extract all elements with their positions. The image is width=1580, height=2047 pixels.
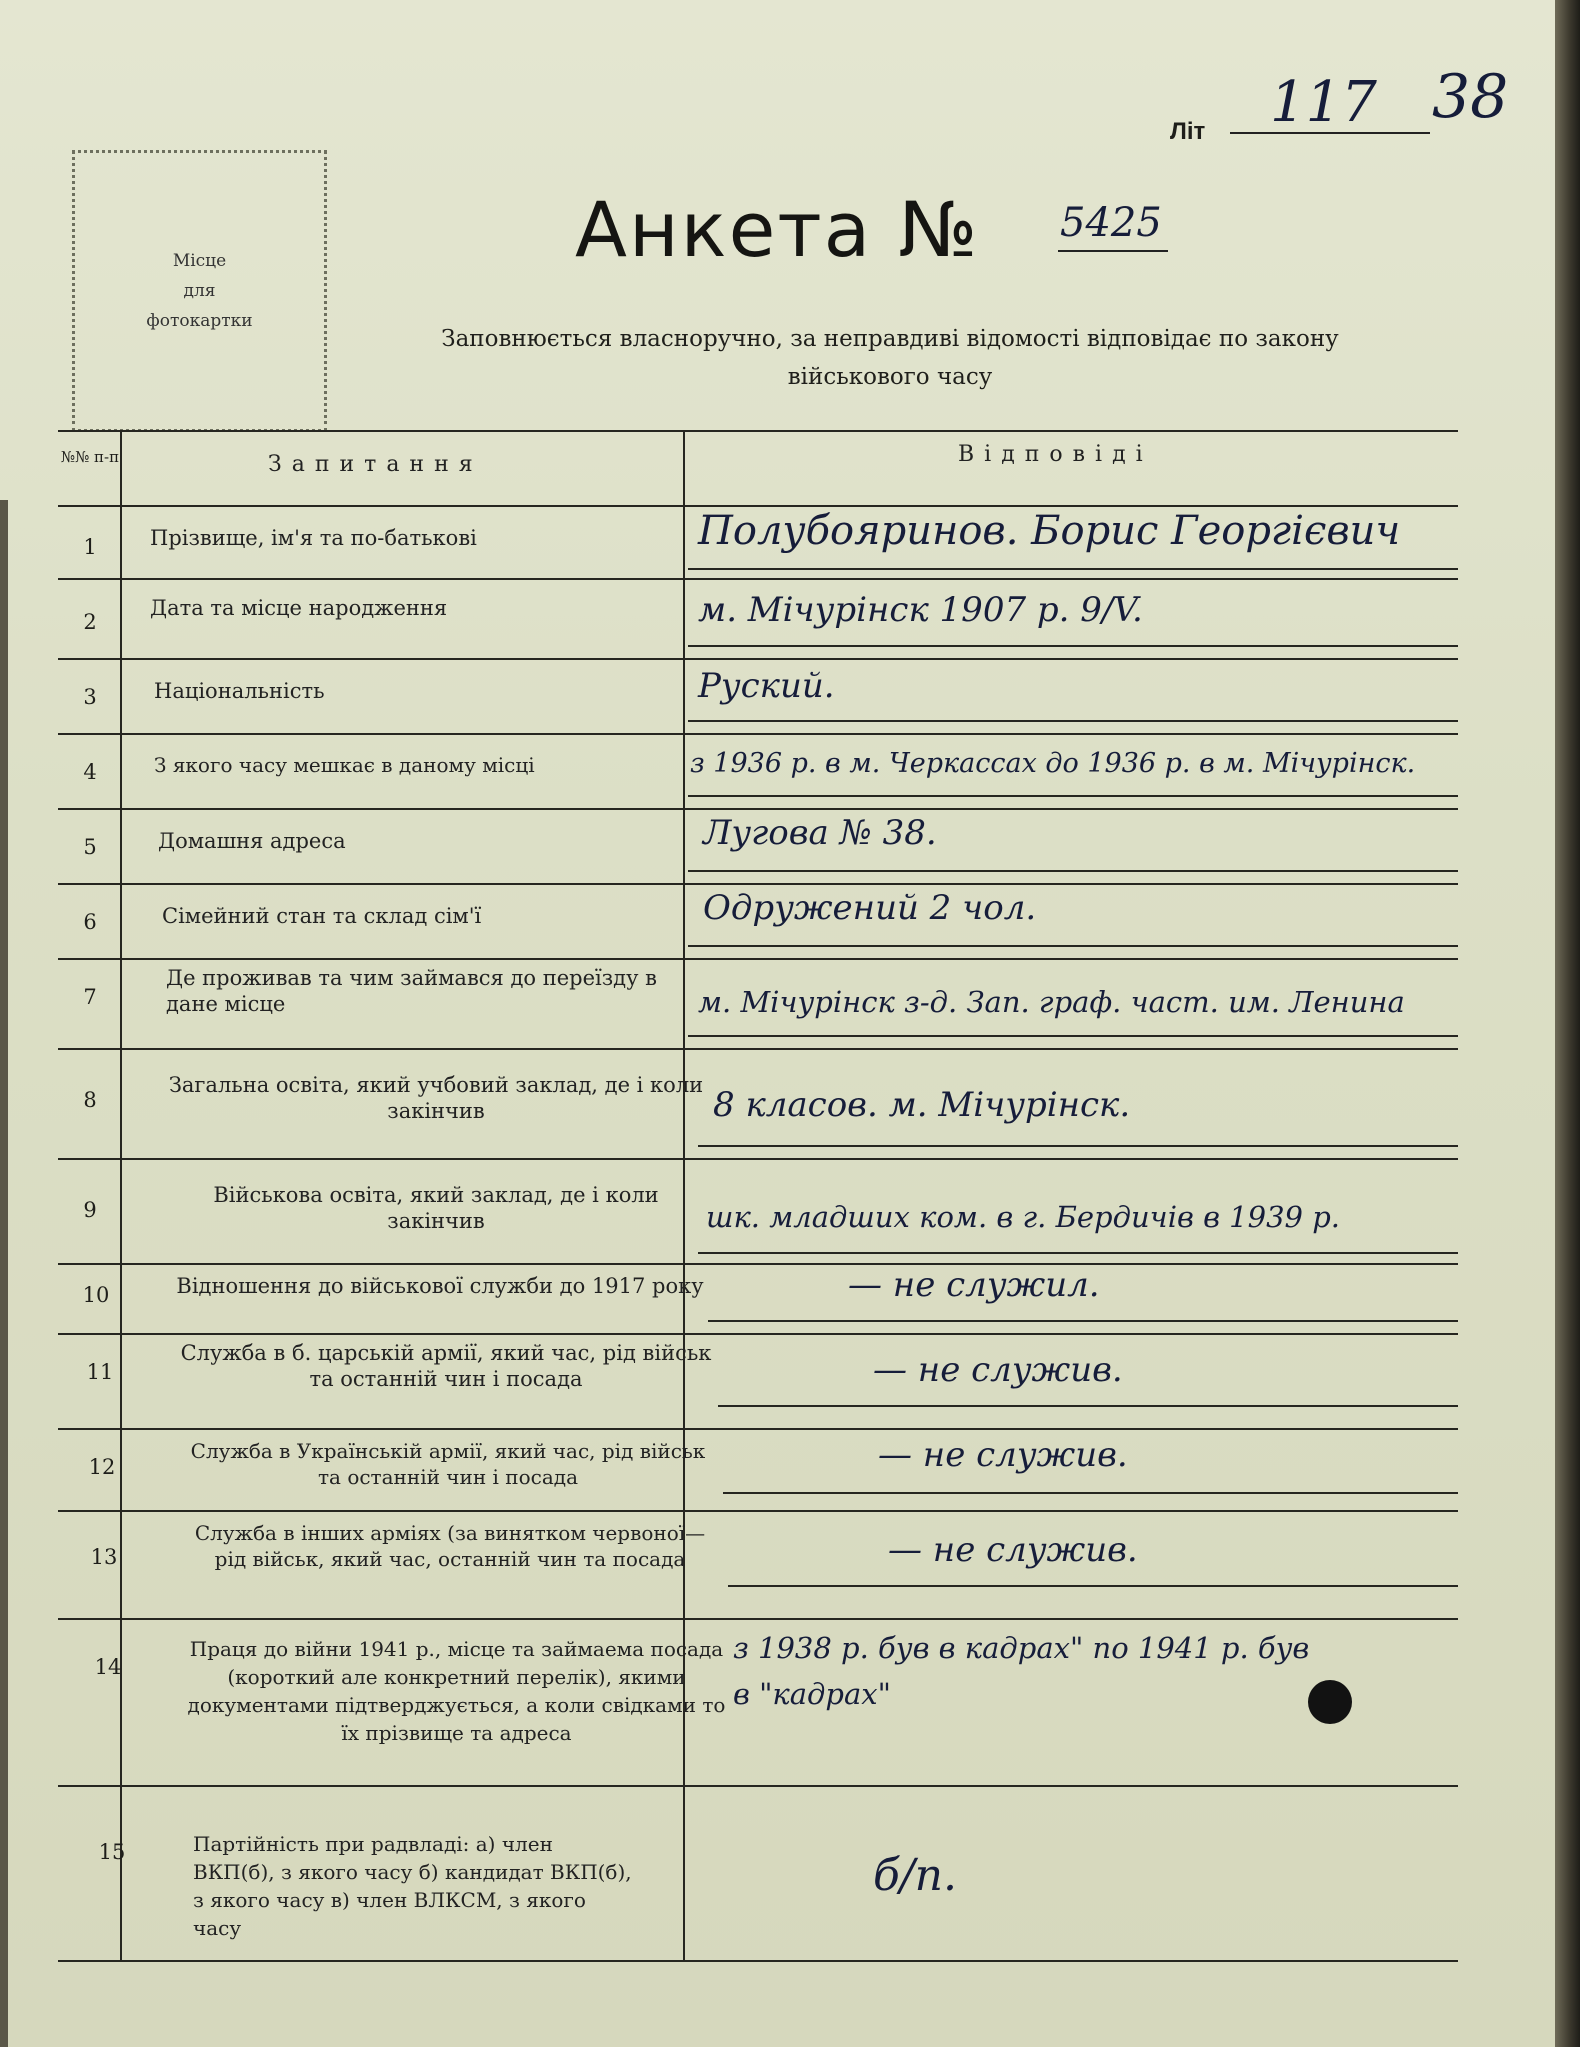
row-question: Домашня адреса <box>158 829 346 853</box>
row-answer: м. Мічурінск з-д. Зап. граф. част. им. Ленина <box>698 985 1405 1019</box>
answer-line <box>688 795 1458 797</box>
questionnaire-number: 5425 <box>1060 200 1162 246</box>
row-number: 13 <box>90 1545 118 1569</box>
row-answer: б/п. <box>873 1850 958 1901</box>
row-question: Служба в інших арміях (за винятком червоної—рід військ, який час, останній чин та посада <box>194 1521 706 1571</box>
answer-line <box>688 945 1458 947</box>
row-number: 1 <box>83 535 97 559</box>
table-line <box>58 733 1458 735</box>
row-answer: Одружений 2 чол. <box>703 888 1037 928</box>
photo-label-3: фотокартки <box>146 311 253 331</box>
row-answer: — не служил. <box>848 1265 1100 1305</box>
page-edge <box>0 500 8 2047</box>
row-number: 7 <box>83 985 97 1009</box>
table-line <box>58 808 1458 810</box>
row-question: Дата та місце народження <box>150 596 448 620</box>
subtitle <box>360 320 1420 396</box>
lit-label: Літ <box>1170 118 1206 145</box>
table-line <box>58 1333 1458 1335</box>
photo-label-2: для <box>183 281 216 301</box>
row-answer: Полубояринов. Борис Георгієвич <box>698 508 1401 554</box>
answer-line <box>708 1320 1458 1322</box>
row-question: Служба в Українській армії, який час, рід військ та останній чин і посада <box>190 1439 706 1489</box>
table-line <box>58 1048 1458 1050</box>
book-spine <box>1555 0 1580 2047</box>
row-question: Праця до війни 1941 р., місце та займаема посада (короткий але конкретний перелік), якими документами підтверджується, а коли свідками то їх прізвище та адреса <box>187 1637 726 1745</box>
row-question: Де проживав та чим займався до переїзду в дане місце <box>166 966 657 1016</box>
table-line <box>58 658 1458 660</box>
page-title: Анкета № <box>575 185 980 274</box>
row-question: Національність <box>154 679 325 703</box>
lit-number: 117 <box>1270 70 1377 135</box>
table-line <box>58 1960 1458 1962</box>
ink-blot <box>1308 1680 1352 1724</box>
photo-label-1: Місце <box>172 251 227 271</box>
header-question: Запитання <box>268 452 483 477</box>
answer-line <box>688 1035 1458 1037</box>
title-number-underline <box>1058 250 1168 252</box>
table-line <box>58 1785 1458 1787</box>
row-question: Відношення до військової служби до 1917 року <box>176 1274 704 1298</box>
row-question: Сімейний стан та склад сім'ї <box>162 904 482 928</box>
table-line <box>58 1618 1458 1620</box>
table-line <box>58 430 1458 432</box>
row-answer: 8 класов. м. Мічурінск. <box>713 1085 1131 1125</box>
lit-number-2: 38 <box>1432 62 1509 132</box>
row-question: Прізвище, ім'я та по-батькові <box>150 526 477 550</box>
answer-line <box>688 568 1458 570</box>
row-number: 10 <box>82 1283 110 1307</box>
row-question: Партійність при радвладі: а) член ВКП(б), з якого часу б) кандидат ВКП(б), з якого часу в) член ВЛКСМ, з якого часу <box>193 1832 632 1940</box>
answer-line <box>688 870 1458 872</box>
row-question: Військова освіта, який заклад, де і коли закінчив <box>213 1183 659 1233</box>
row-answer: з 1938 р. був в кадрах" по 1941 р. був в "кадрах" <box>733 1631 1310 1711</box>
row-number: 14 <box>94 1655 122 1679</box>
answer-line <box>688 720 1458 722</box>
answer-line <box>698 1252 1458 1254</box>
row-number: 2 <box>83 610 97 634</box>
table-line <box>58 1263 1458 1265</box>
row-answer: шк. младших ком. в г. Бердичів в 1939 р. <box>706 1200 1340 1234</box>
table-line <box>58 1428 1458 1430</box>
answer-line <box>688 645 1458 647</box>
header-no: №№ п-п <box>60 448 120 466</box>
answer-line <box>718 1405 1458 1407</box>
answer-line <box>728 1585 1458 1587</box>
answer-line <box>723 1492 1458 1494</box>
row-answer: Руский. <box>698 666 835 706</box>
subtitle-line-1: Заповнюється власноручно, за неправдиві відомості відповідає по закону <box>441 326 1339 352</box>
table-line <box>58 578 1458 580</box>
row-answer: — не служив. <box>873 1350 1123 1390</box>
answer-line <box>698 1145 1458 1147</box>
table-line <box>58 505 1458 507</box>
row-number: 15 <box>98 1840 126 1864</box>
row-number: 12 <box>88 1455 116 1479</box>
table-line <box>58 1510 1458 1512</box>
row-answer: з 1936 р. в м. Черкассах до 1936 р. в м. Мічурінск. <box>690 748 1416 779</box>
header-answer: Відповіді <box>958 442 1153 467</box>
row-number: 9 <box>83 1198 97 1222</box>
row-number: 4 <box>83 760 97 784</box>
table-line <box>58 958 1458 960</box>
row-number: 8 <box>83 1088 97 1112</box>
row-answer: — не служив. <box>888 1530 1138 1570</box>
row-question: Загальна освіта, який учбовий заклад, де і коли закінчив <box>168 1073 704 1123</box>
row-answer: — не служив. <box>878 1435 1128 1475</box>
table-line <box>58 1158 1458 1160</box>
row-number: 3 <box>83 685 97 709</box>
row-number: 6 <box>83 910 97 934</box>
row-number: 11 <box>86 1360 114 1384</box>
row-question: З якого часу мешкає в даному місці <box>154 753 535 777</box>
table-line <box>58 883 1458 885</box>
table-divider-no <box>120 430 122 1960</box>
row-answer: Лугова № 38. <box>703 813 937 853</box>
row-number: 5 <box>83 835 97 859</box>
row-question: Служба в б. царській армії, який час, рід військ та останній чин і посада <box>180 1341 712 1391</box>
photo-placeholder <box>72 150 327 432</box>
subtitle-line-2: військового часу <box>787 364 993 390</box>
row-answer: м. Мічурінск 1907 р. 9/V. <box>698 590 1143 630</box>
